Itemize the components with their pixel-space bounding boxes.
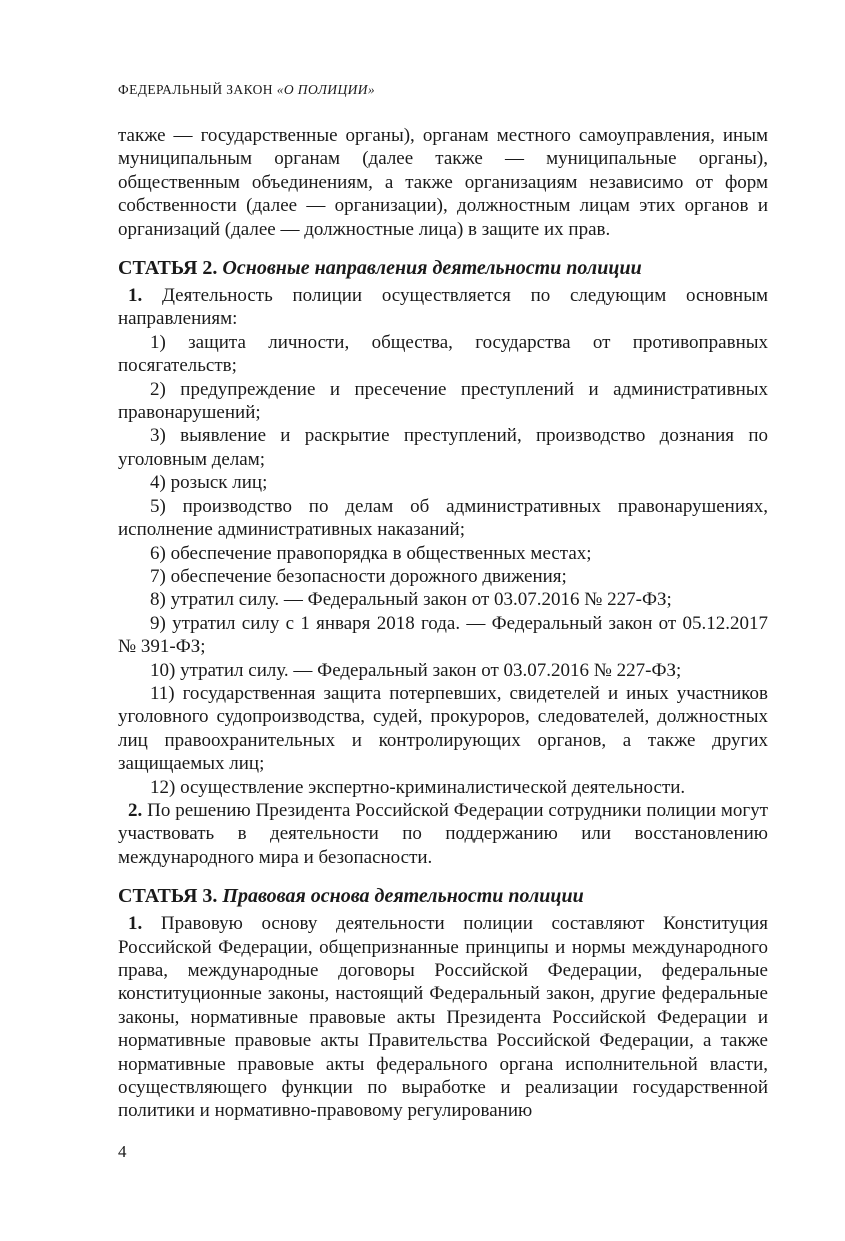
article-2-p1-text: Деятельность полиции осуществляется по следующим основным направлениям: [118, 285, 768, 330]
article-2-item-8: 8) утратил силу. — Федеральный закон от 03.07.2016 № 227-ФЗ; [150, 589, 672, 611]
article-2-item-9: 9) утратил силу с 1 января 2018 года. — Федеральный закон от 05.12.2017 № 391-ФЗ; [118, 612, 768, 658]
document-body [118, 124, 768, 1123]
article-2-p1-number: 1. [128, 285, 143, 307]
article-2-item-1: 1) защита личности, общества, государства от противоправных посягательств; [118, 331, 768, 377]
article-2-paragraph-1 [118, 284, 768, 331]
article-2-item-4: 4) розыск лиц; [150, 472, 268, 494]
intro-paragraph: также — государственные органы), органам местного самоуправления, иным муниципальным органам (далее также — муниципальные органы), общественным объединениям, а также организациям независимо от форм собственности (далее — организации), должностным лицам этих органов и организаций (далее — должностные лица) в защите их прав. [118, 125, 768, 240]
article-2-item-2: 2) предупреждение и пресечение преступлений и административных правонарушений; [118, 378, 768, 424]
article-2-label: СТАТЬЯ 2. [118, 257, 218, 280]
article-2-item-12: 12) осуществление экспертно-криминалистической деятельности. [150, 776, 686, 798]
page-number: 4 [118, 1142, 127, 1161]
article-2-heading [118, 255, 768, 281]
article-3-p1-number: 1. [128, 913, 143, 935]
running-header [118, 82, 375, 98]
article-3-label: СТАТЬЯ 3. [118, 885, 218, 908]
article-2-item-5: 5) производство по делам об административных правонарушениях, исполнение административных наказаний; [118, 495, 768, 541]
article-2-item-3: 3) выявление и раскрытие преступлений, производство дознания по уголовным делам; [118, 425, 768, 470]
header-law-name: «О ПОЛИЦИИ» [276, 82, 376, 97]
article-2-title: Основные направления деятельности полиции [222, 257, 642, 280]
article-2-item-11: 11) государственная защита потерпевших, свидетелей и иных участников уголовного судопроизводства, судей, прокуроров, следователей, должностных лиц правоохранительных и контролирующих органов, а также других защищаемых лиц; [118, 682, 768, 775]
article-3-p1-text: Правовую основу деятельности полиции составляют Конституция Российской Федерации, общепризнанные принципы и нормы международного права, международные договоры Российской Федерации, федеральные конституционные законы, настоящий Федеральный закон, другие федеральные законы, нормативные правовые акты Президента Российской Федерации и нормативные правовые акты Правительства Российской Федерации, а также нормативные правовые акты федерального органа исполнительной власти, осуществляющего функции по выработке и реализации государственной политики и нормативно-правовому регулированию [118, 913, 768, 1122]
article-2-item-10: 10) утратил силу. — Федеральный закон от 03.07.2016 № 227-ФЗ; [150, 659, 682, 681]
article-2-item-6: 6) обеспечение правопорядка в общественных местах; [150, 542, 592, 564]
article-2-p2-number: 2. [128, 799, 143, 821]
article-2-item-7: 7) обеспечение безопасности дорожного движения; [150, 565, 567, 587]
article-3-paragraph-1 [118, 912, 768, 1123]
article-2-p2-text: По решению Президента Российской Федерации сотрудники полиции могут участвовать в деятельности по поддержанию или восстановлению международного мира и безопасности. [118, 799, 768, 868]
header-prefix: ФЕДЕРАЛЬНЫЙ ЗАКОН [118, 82, 277, 97]
article-3-title: Правовая основа деятельности полиции [222, 885, 584, 908]
article-2-paragraph-2 [118, 799, 768, 869]
article-3-heading [118, 883, 768, 909]
